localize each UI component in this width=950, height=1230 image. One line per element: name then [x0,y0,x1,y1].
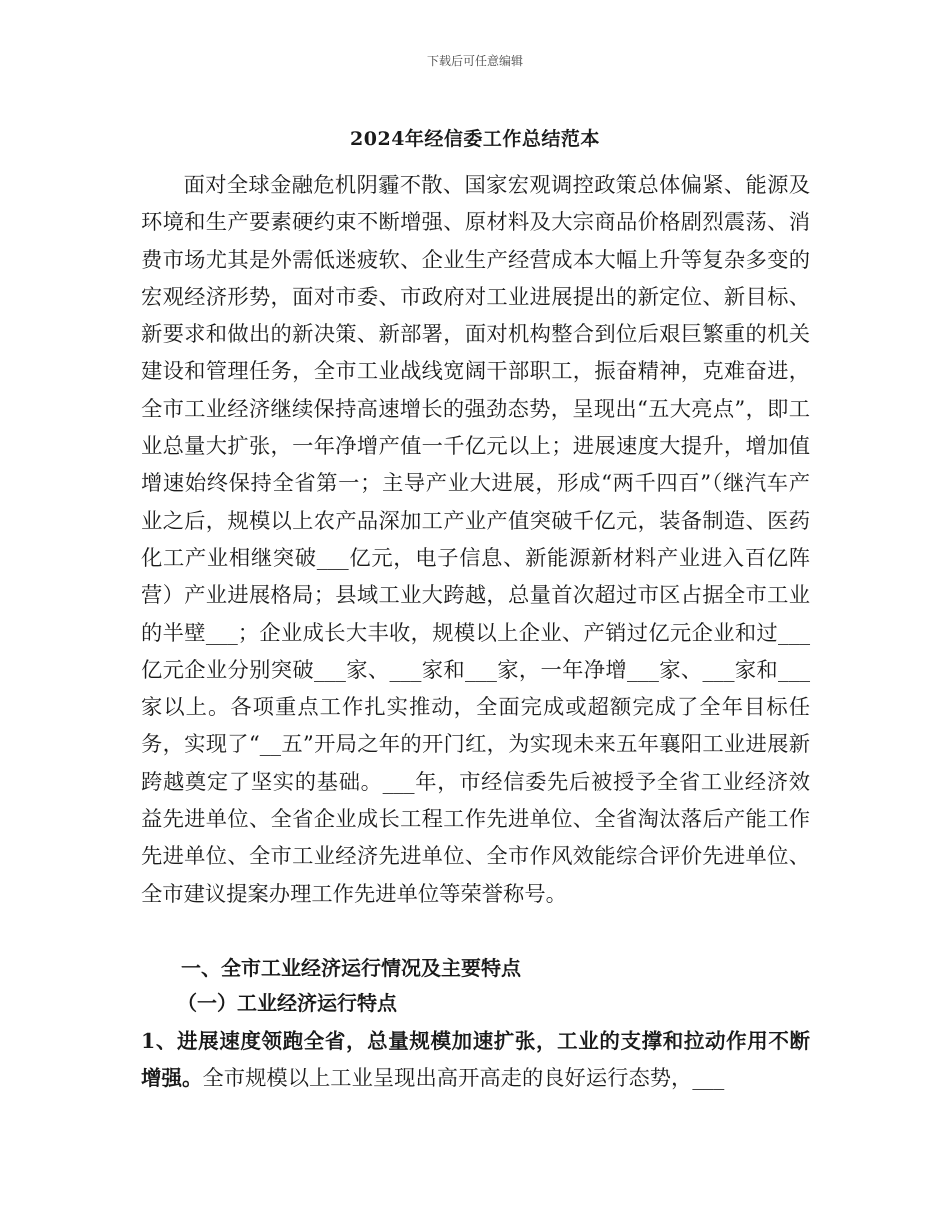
section-heading: 一、全市工业经济运行情况及主要特点 [181,956,521,980]
subsection-heading: （一）工业经济运行特点 [177,991,397,1015]
intro-paragraph: 面对全球金融危机阴霾不散、国家宏观调控政策总体偏紧、能源及环境和生产要素硬约束不断增强、原材料及大宗商品价格剧烈震荡、消费市场尤其是外需低迷疲软、企业生产经营成本大幅上升等复杂多变的宏观经济形势，面对市委、市政府对工业进展提出的新定位、新目标、新要求和做出的新决策、新部署，面对机构整合到位后艰巨繁重的机关建设和管理任务，全市工业战线宽阔干部职工，振奋精神，克难奋进，全市工业经济继续保持高速增长的强劲态势，呈现出“五大亮点”，即工业总量大扩张，一年净增产值一千亿元以上；进展速度大提升，增加值增速始终保持全省第一；主导产业大进展，形成“两千四百”（继汽车产业之后，规模以上农产品深加工产业产值突破千亿元，装备制造、医药化工产业相继突破___亿元，电子信息、新能源新材料产业进入百亿阵营）产业进展格局；县域工业大跨越，总量首次超过市区占据全市工业的半壁___；企业成长大丰收，规模以上企业、产销过亿元企业和过___亿元企业分别突破___家、___家和___家，一年净增___家、___家和___家以上。各项重点工作扎实推动，全面完成或超额完成了全年目标任务，实现了“__五”开局之年的开门红，为实现未来五年襄阳工业进展新跨越奠定了坚实的基础。___年，市经信委先后被授予全省工业经济效益先进单位、全省企业成长工程工作先进单位、全省淘汰落后产能工作先进单位、全市工业经济先进单位、全市作风效能综合评价先进单位、全市建议提案办理工作先进单位等荣誉称号。 [141,173,810,907]
header-note: 下载后可任意编辑 [426,54,523,68]
point-body-text: 全市规模以上工业呈现出高开高走的良好运行态势，___ [202,1066,725,1092]
point-paragraph [141,1023,810,1098]
point-lead-text: 1、进展速度领跑全省，总量规模加速扩张，工业的支撑和拉动作用不断增强。 [141,1029,810,1091]
document-title: 2024年经信委工作总结范本 [350,128,600,150]
